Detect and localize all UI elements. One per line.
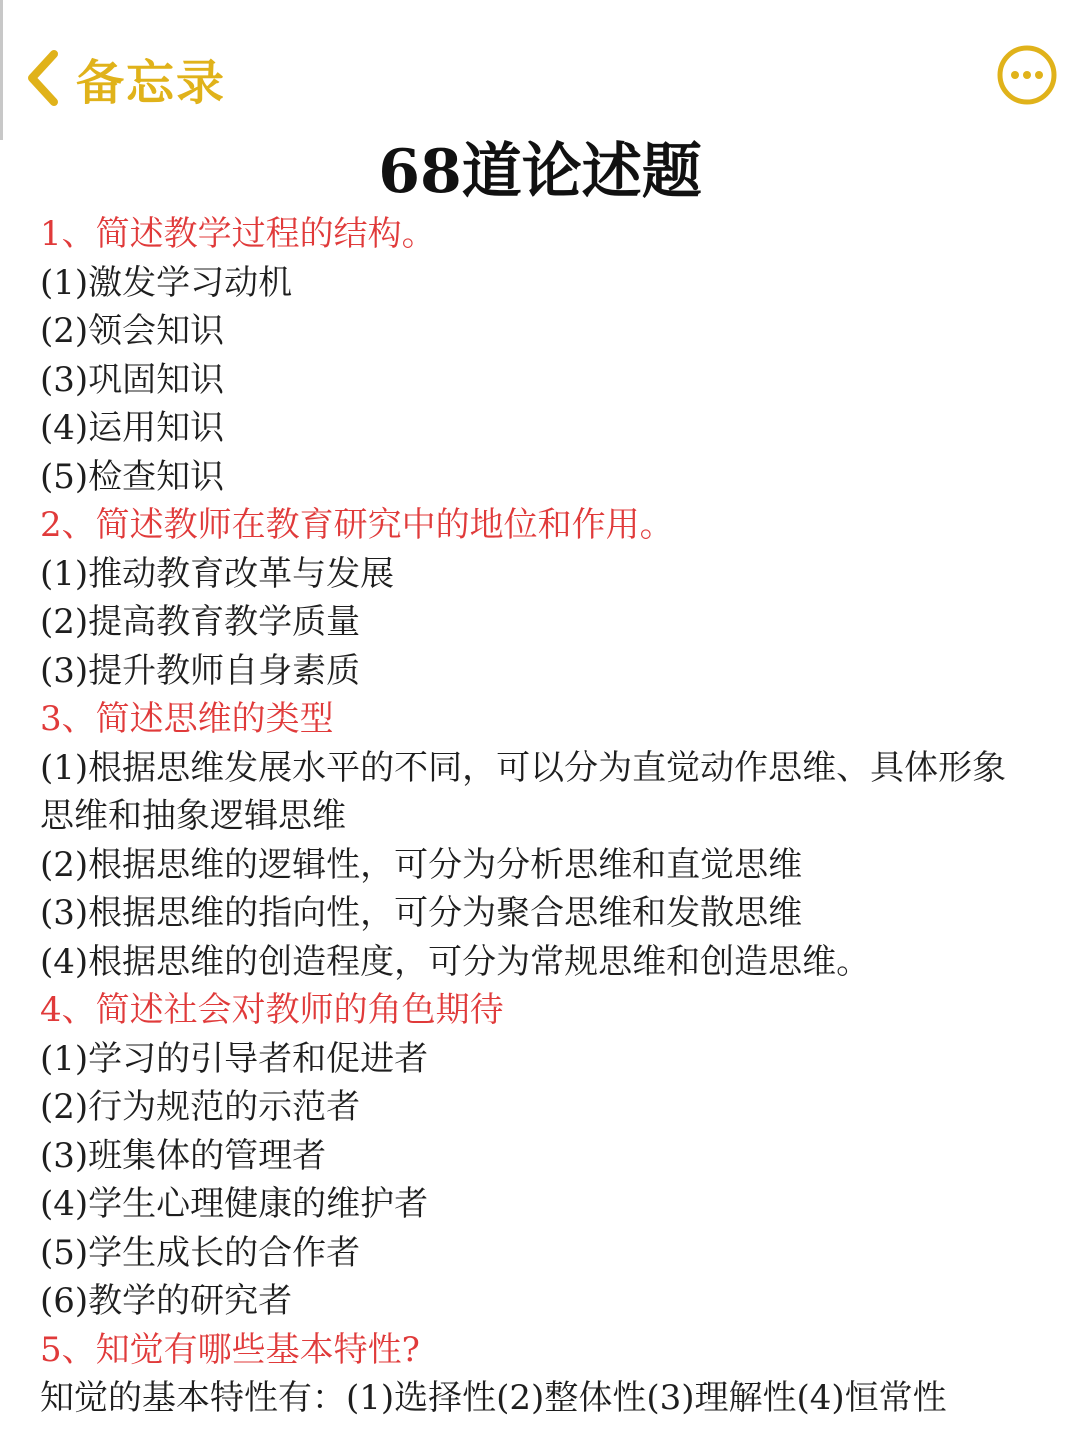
list-item: (4)根据思维的创造程度，可分为常规思维和创造思维。: [40, 941, 871, 982]
more-options-button[interactable]: [996, 44, 1058, 106]
section-heading: 1、简述教学过程的结构。: [40, 214, 436, 254]
chevron-left-icon: [22, 46, 62, 110]
section-heading: 3、简述思维的类型: [40, 699, 334, 739]
list-item: (2)提高教育教学质量: [40, 602, 361, 642]
section-heading: 4、简述社会对教师的角色期待: [40, 990, 504, 1030]
list-item: (3)班集体的管理者: [40, 1135, 327, 1176]
list-item: (1)学习的引导者和促进者: [40, 1038, 429, 1079]
list-item: (3)根据思维的指向性，可分为聚合思维和发散思维: [40, 893, 803, 933]
list-item: (1)推动教育改革与发展: [40, 553, 395, 594]
list-item: (4)学生心理健康的维护者: [40, 1184, 429, 1224]
list-item: (6)教学的研究者: [40, 1281, 293, 1321]
list-item: 知觉的基本特性有：(1)选择性(2)整体性(3)理解性(4)恒常性: [40, 1378, 947, 1418]
list-item: (5)检查知识: [40, 456, 225, 497]
list-item: (2)领会知识: [40, 311, 225, 351]
note-title: 68道论述题: [378, 137, 702, 207]
list-item: (4)运用知识: [40, 408, 225, 448]
more-horizontal-icon: [996, 44, 1058, 106]
list-item: (5)学生成长的合作者: [40, 1232, 361, 1273]
list-item: (3)提升教师自身素质: [40, 650, 361, 691]
top-navigation-bar: [0, 0, 1080, 140]
list-item: (1)根据思维发展水平的不同，可以分为直觉动作思维、具体形象思维和抽象逻辑思维: [40, 747, 1007, 836]
list-item: (1)激发学习动机: [40, 262, 293, 303]
list-item: (2)行为规范的示范者: [40, 1087, 361, 1127]
list-item: (3)巩固知识: [40, 359, 225, 400]
section-heading: 5、知觉有哪些基本特性?: [40, 1329, 420, 1370]
note-body[interactable]: [40, 210, 1040, 1423]
section-heading: 2、简述教师在教育研究中的地位和作用。: [40, 505, 674, 545]
back-button[interactable]: [22, 38, 226, 118]
back-button-label: 备忘录: [76, 54, 227, 111]
list-item: (2)根据思维的逻辑性，可分为分析思维和直觉思维: [40, 844, 803, 885]
